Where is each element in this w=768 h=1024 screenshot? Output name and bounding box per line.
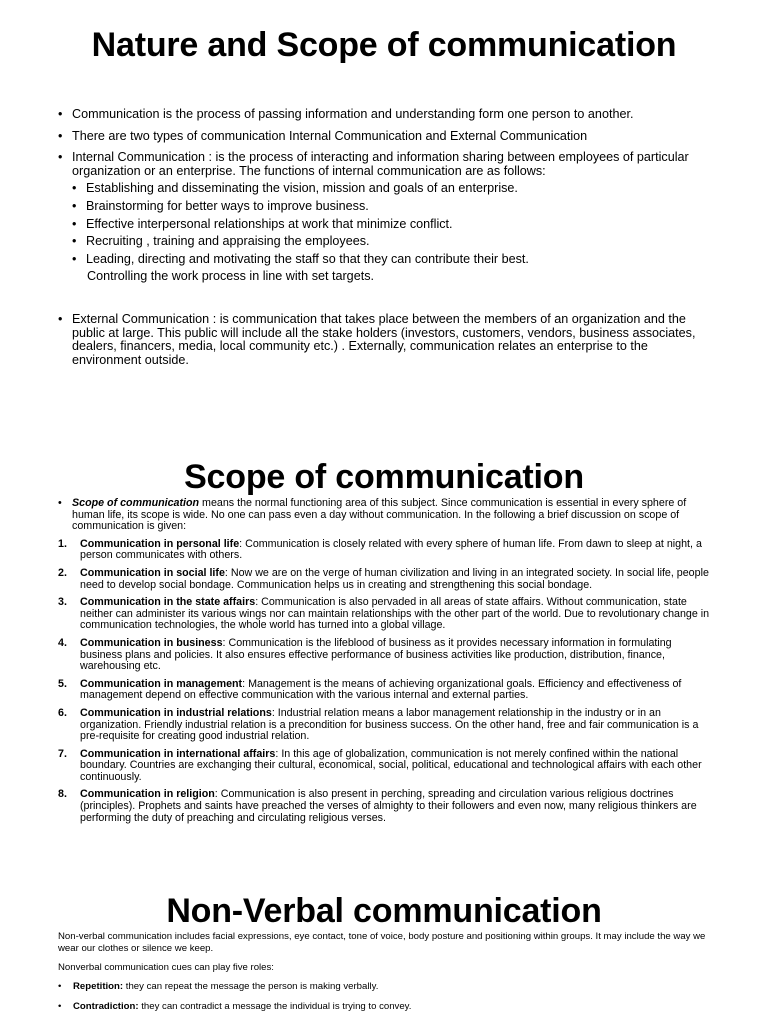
intro-item [58,498,712,533]
list-item-text: Leading, directing and motivating the staff so that they can contribute their best. [86,251,529,266]
item-heading: Communication in international affairs [80,747,276,760]
item-text: : Communication is the lifeblood of business as it provides necessary information in formulating business plans and policies. It also ensures effective performance of business activities like production, distribution, finance, warehousing etc. [80,636,672,673]
list-item-text: Communication is the process of passing information and understanding form one person to another. [72,107,634,121]
bullet-list [58,108,718,284]
item-heading: Communication in business [80,636,223,649]
slide-title: Non-Verbal communication [166,892,602,930]
list-item-text: Internal Communication : is the process of interacting and information sharing between employees of particular organization or an enterprise. The functions of internal communication are as follows: [72,150,689,178]
item-text: : Now we are on the verge of human civilization and living in an integrated society. In social life, people need to develop social bondage. Communication helps us in creating and strengthening this social bondage. [80,566,709,591]
external-section [58,313,718,375]
scope-item [58,749,712,784]
item-text: : Communication is closely related with every sphere of human life. From dawn to sleep at night, a person communicates with others. [80,537,702,562]
sub-bullet-list [72,182,718,266]
list-item [58,130,718,144]
slide-body [58,498,712,830]
item-heading: Communication in the state affairs [80,596,256,609]
item-number: 8. [58,788,67,801]
bullet-list [58,313,718,367]
item-heading: Communication in religion [80,788,215,801]
item-text: : Industrial relation means a labor management relationship in the industry or in an organization. Friendly industrial relation is a precondition for business success. On the other hand, free and fair communication is a pre-requisite for creating good industrial relation. [80,706,699,743]
item-heading: Communication in industrial relations [80,706,272,719]
role-item [58,1001,718,1013]
slide-title: Scope of communication [184,458,584,496]
paragraph: Non-verbal communication includes facial expressions, eye contact, tone of voice, body posture and positioning within groups. It may include the way we wear our clothes or silence we keep. [58,931,706,954]
item-text: : In this age of globalization, communication is not merely confined within the national boundary. Countries are exchanging their cultural, economical, social, political, educational and technological affairs with each other continuously. [80,747,702,783]
role-item [58,981,718,993]
intro-list [58,498,712,533]
list-item-text: External Communication : is communication that takes place between the members of an organization and the public at large. This public will include all the stake holders (investors, customers, vendors, business associates, dealers, financers, media, local community etc.) . Externally, communication relates an enterprise to the environment outside. [72,312,696,367]
sub-list-item [72,253,718,267]
scope-item [58,679,712,702]
scope-list [58,539,712,824]
item-number: 6. [58,706,67,719]
sub-list-item [72,235,718,249]
list-item-text: Brainstorming for better ways to improve business. [86,198,369,213]
list-item [58,151,718,284]
item-text: : Communication is also pervaded in all areas of state affairs. Without communication, state neither can administer its various wings nor can maintain relationships with the other part of the world. Due to revolutionary change in communication technologies, the whole world has turned into a global village. [80,596,710,632]
slide-non-verbal [0,892,768,1012]
slide-body [58,931,718,1021]
intro-term: Scope of communication [72,497,200,509]
scope-item [58,638,712,673]
list-item-text: Establishing and disseminating the vision, mission and goals of an enterprise. [86,181,518,196]
list-item [58,108,718,122]
item-number: 7. [58,747,67,760]
trailing-line: Controlling the work process in line with set targets. [87,269,374,284]
item-number: 2. [58,566,67,579]
roles-list [58,981,718,1013]
list-item-text: There are two types of communication Internal Communication and External Communication [72,128,588,143]
list-item-text: Recruiting , training and appraising the employees. [86,234,370,249]
item-text: : Communication is also present in perching, spreading and circulation various religious doctrines (principles). Prophets and saints have preached the verses of almighty to their followers and even now, many religious thinkers are performing the duty of preaching and circulating religious verses. [80,788,697,824]
item-text: : Management is the means of achieving organizational goals. Efficiency and effectiveness of management depend on effective communication with the various internal and external parties. [80,677,682,702]
paragraph: Nonverbal communication cues can play five roles: [58,962,274,973]
list-item-text: Effective interpersonal relationships at work that minimize conflict. [86,216,453,231]
slide-nature-scope [0,0,768,367]
item-number: 4. [58,636,67,649]
list-item [58,313,718,367]
sub-list-item [72,218,718,232]
scope-item [58,708,712,743]
scope-item [58,597,712,632]
slide-title: Nature and Scope of communication [91,26,677,64]
role-text: they can contradict a message the individual is trying to convey. [138,1001,412,1012]
item-heading: Communication in management [80,677,243,690]
item-number: 1. [58,537,67,550]
slide-body [58,108,718,292]
item-number: 3. [58,596,67,609]
slide-scope [0,458,768,824]
scope-item [58,568,712,591]
item-heading: Communication in social life [80,566,225,579]
role-heading: Contradiction: [73,1001,139,1012]
sub-list-item [72,182,718,196]
item-number: 5. [58,677,67,690]
intro-text: means the normal functioning area of this subject. Since communication is essential in every sphere of human life, its scope is wide. No one can pass even a day without communication. In the following a brief discussion on scope of communication is given: [72,497,687,533]
scope-item [58,789,712,824]
role-text: they can repeat the message the person is making verbally. [123,981,379,992]
sub-list-item [72,200,718,214]
scope-item [58,539,712,562]
item-heading: Communication in personal life [80,537,240,550]
role-heading: Repetition: [73,981,124,992]
